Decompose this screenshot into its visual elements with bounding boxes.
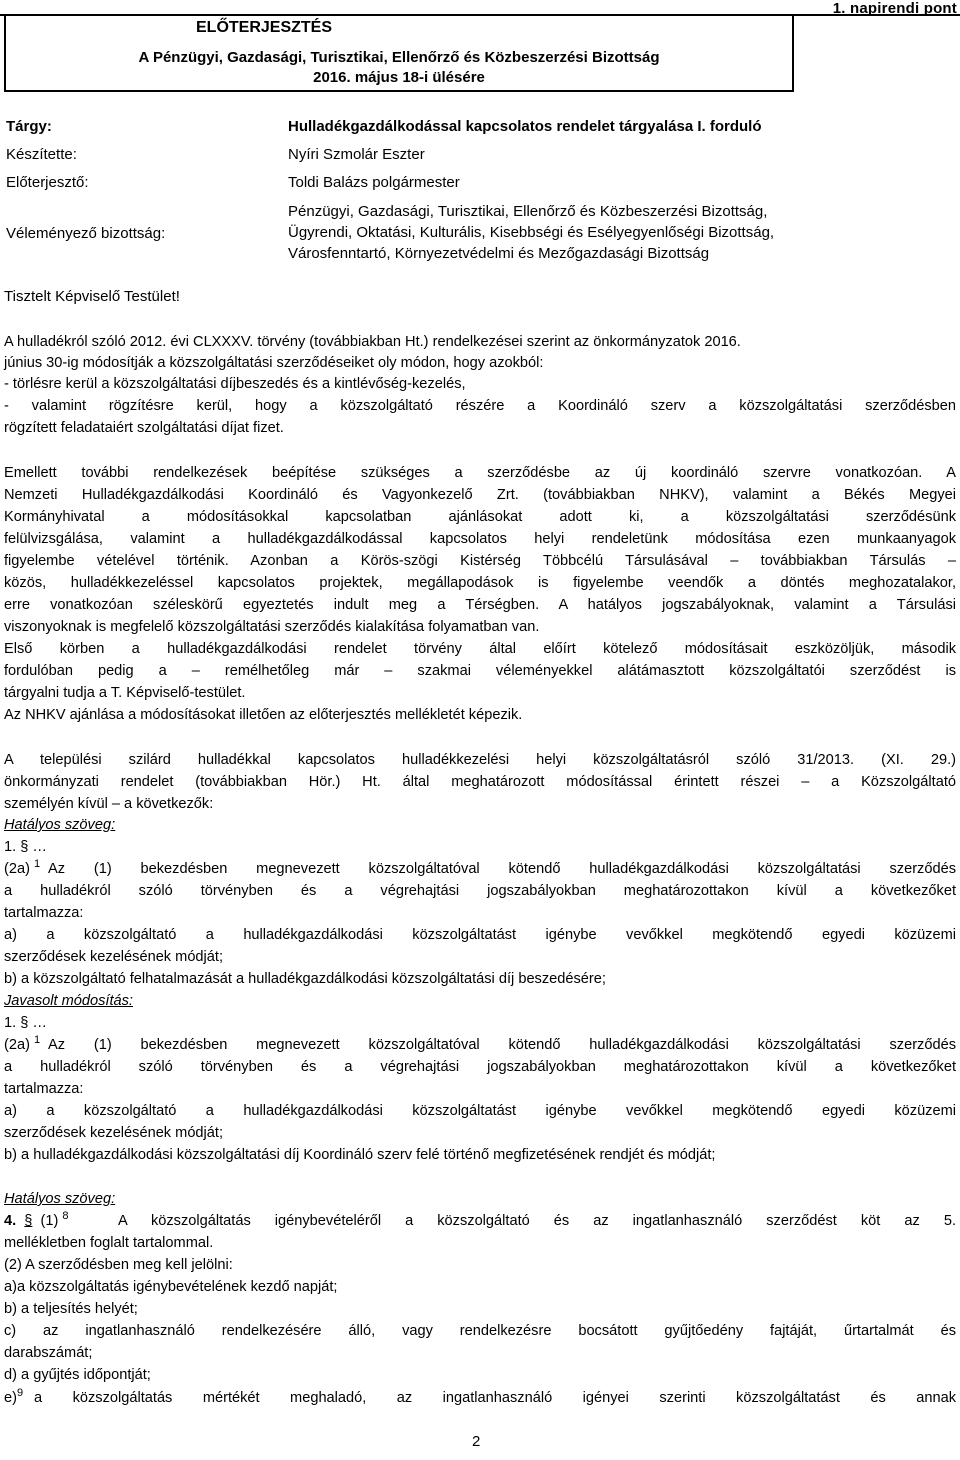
current-text-heading: Hatályos szöveg: [4,1191,116,1207]
reviewing-committee-label: Véleményező bizottság: [6,225,166,242]
item-e-prefix: e)$^9$ [4,1387,24,1406]
paragraph-2a-prefix: (2a) $^1$ [4,1034,41,1053]
presenter-label: Előterjesztő: [6,174,89,191]
proposed-text-line: Az (1) bekezdésben megnevezett közszolgáltatóval kötendő hulladékgazdálkodási közszolgáltatási szerződés [48,1037,956,1053]
section-4-line: darabszámát; [4,1345,93,1361]
section-1-label: 1. § … [4,839,47,855]
document-type-title: ELŐTERJESZTÉS [196,19,333,36]
agenda-item-label: 1. napirendi pont [832,0,957,17]
section-4-line: d) a gyűjtés időpontját; [4,1367,151,1383]
paragraph-line: A települési szilárd hulladékkal kapcsolatos hulladékkezelési helyi közszolgáltatásról szóló 31/2013. (XI. 29.) [4,752,956,768]
paragraph-line: fordulóban pedig a – remélhetőleg már – szakmai véleményekkel alátámasztott közszolgáltatói szerződést is [4,663,956,679]
paragraph-line: önkormányzati rendelet (továbbiakban Hör.) Ht. által meghatározott módosítással érintett részei – a Közszolgáltató [4,774,956,790]
current-text-line: tartalmazza: [4,905,84,921]
footnote-ref: 8 [62,1210,69,1222]
paragraph-line: személyén kívül – a következők: [4,796,214,812]
header-box [4,14,794,92]
section-4-line: c) az ingatlanhasználó rendelkezésére álló, vagy rendelkezésre bocsátott gyűjtőedény fajtáját, űrtartalmát és [4,1323,956,1339]
subject-label: Tárgy: [6,118,52,135]
footnote-ref: 1 [34,858,41,870]
paragraph-line: Első körben a hulladékgazdálkodási rendelet törvény által előírt kötelező módosításait eszközöljük, második [4,641,956,657]
proposed-text-line: tartalmazza: [4,1081,84,1097]
reviewing-committee-line: Ügyrendi, Oktatási, Kulturális, Kisebbségi és Esélyegyenlőségi Bizottság, [288,224,775,241]
section-4-line: A közszolgáltatás igénybevételéről a közszolgáltató és az ingatlanhasználó szerződést köt az 5. [118,1213,956,1229]
paragraph-line: - törlésre kerül a közszolgáltatási díjbeszedés és a kintlévőség-kezelés, [4,376,466,392]
current-text-line: szerződések kezelésének módját; [4,949,224,965]
paragraph-line: erre vonatkozóan széleskörű egyeztetés indult meg a Térségben. A hatályos jogszabályoknak, valamint a Társulási [4,597,956,613]
footnote-ref: 1 [34,1034,41,1046]
paragraph-line: Nemzeti Hulladékgazdálkodási Koordináló és Vagyonkezelő Zrt. (továbbiakban NHKV), valamint a Békés Megyei [4,487,956,503]
current-text-heading: Hatályos szöveg: [4,817,116,833]
current-text-line: a) a közszolgáltató a hulladékgazdálkodási közszolgáltatást igénybe vevőkkel megkötendő egyedi közüzemi [4,927,956,943]
paragraph-2a-prefix: (2a) $^1$ [4,858,41,877]
current-text-line: Az (1) bekezdésben megnevezett közszolgáltatóval kötendő hulladékgazdálkodási közszolgáltatási szerződés [48,861,956,877]
proposed-text-line: b) a hulladékgazdálkodási közszolgáltatási díj Koordináló szerv felé történő megfizetésének rendjét és módját; [4,1147,716,1163]
prepared-by-label: Készítette: [6,146,77,163]
section-4-line: (2) A szerződésben meg kell jelölni: [4,1257,233,1273]
paragraph-line: június 30-ig módosítják a közszolgáltatási szerződéseiket oly módon, hogy azokból: [4,355,544,371]
paragraph-line: - valamint rögzítésre kerül, hogy a közszolgáltató részére a Koordináló szerv a közszolgáltatási szerződésben [4,398,956,414]
paragraph-line: rögzített feladataiért szolgáltatási díjat fizet. [4,420,284,436]
section-1-label: 1. § … [4,1015,47,1031]
paragraph-line: Az NHKV ajánlása a módosításokat illetően az előterjesztés mellékletét képezik. [4,707,523,723]
session-date: 2016. május 18-i ülésére [313,69,485,86]
proposed-text-line: szerződések kezelésének módját; [4,1125,224,1141]
section-4-prefix: 4. § (1) $^8$ [4,1210,69,1229]
reviewing-committee-line: Pénzügyi, Gazdasági, Turisztikai, Ellenőrző és Közbeszerzési Bizottság, [288,203,768,220]
section-4-line: b) a teljesítés helyét; [4,1301,138,1317]
current-text-line: b) a közszolgáltató felhatalmazását a hulladékgazdálkodási közszolgáltatási díj beszedésére; [4,971,606,987]
section-4-line: a közszolgáltatás mértékét meghaladó, az ingatlanhasználó igényei szerinti közszolgáltatást és annak [34,1390,956,1406]
current-text-line: a hulladékról szóló törvényben és a végrehajtási jogszabályokban meghatározottakon kívül a következőket [4,883,956,899]
committee-name: A Pénzügyi, Gazdasági, Turisztikai, Ellenőrző és Közbeszerzési Bizottság [138,49,660,66]
prepared-by-value: Nyíri Szmolár Eszter [288,146,425,163]
paragraph-line: közös, hulladékkezeléssel kapcsolatos projektek, megállapodások is figyelembe veendők a döntés meghozatalakor, [4,575,956,591]
paragraph-line: viszonyoknak is megfelelő közszolgáltatási szerződés kialakítása folyamatban van. [4,619,540,635]
proposed-text-line: a hulladékról szóló törvényben és a végrehajtási jogszabályokban meghatározottakon kívül a következőket [4,1059,956,1075]
paragraph-line: Kormányhivatal a módosításokkal kapcsolatban ajánlásokat adott ki, a közszolgáltatási szerződésünk [4,509,956,525]
section-4-line: mellékletben foglalt tartalommal. [4,1235,214,1251]
presenter-value: Toldi Balázs polgármester [288,174,460,191]
section-4-line: a)a közszolgáltatás igénybevételének kezdő napját; [4,1279,338,1295]
paragraph-line: A hulladékról szóló 2012. évi CLXXXV. törvény (továbbiakban Ht.) rendelkezései szerint az önkormányzatok 2016. [4,334,741,350]
paragraph-line: tárgyalni tudja a T. Képviselő-testület. [4,685,246,701]
subject-value: Hulladékgazdálkodással kapcsolatos rendelet tárgyalása I. forduló [288,118,762,135]
page-number: 2 [472,1433,481,1450]
salutation: Tisztelt Képviselő Testület! [4,288,180,305]
proposed-text-line: a) a közszolgáltató a hulladékgazdálkodási közszolgáltatást igénybe vevőkkel megkötendő egyedi közüzemi [4,1103,956,1119]
reviewing-committee-line: Városfenntartó, Környezetvédelmi és Mezőgazdasági Bizottság [288,245,710,262]
paragraph-line: figyelembe vételével történik. Azonban a Körös-szögi Kistérség Többcélú Társulásával – továbbiakban Társulás – [4,553,956,569]
footnote-ref: 9 [16,1387,24,1399]
proposed-text-heading: Javasolt módosítás: [4,993,133,1009]
paragraph-line: Emellett további rendelkezések beépítése szükséges a szerződésbe az új koordináló szervre vonatkozóan. A [4,465,956,481]
paragraph-line: felülvizsgálása, valamint a hulladékgazdálkodással kapcsolatos helyi rendeletünk módosítása ezen munkaanyagok [4,531,956,547]
